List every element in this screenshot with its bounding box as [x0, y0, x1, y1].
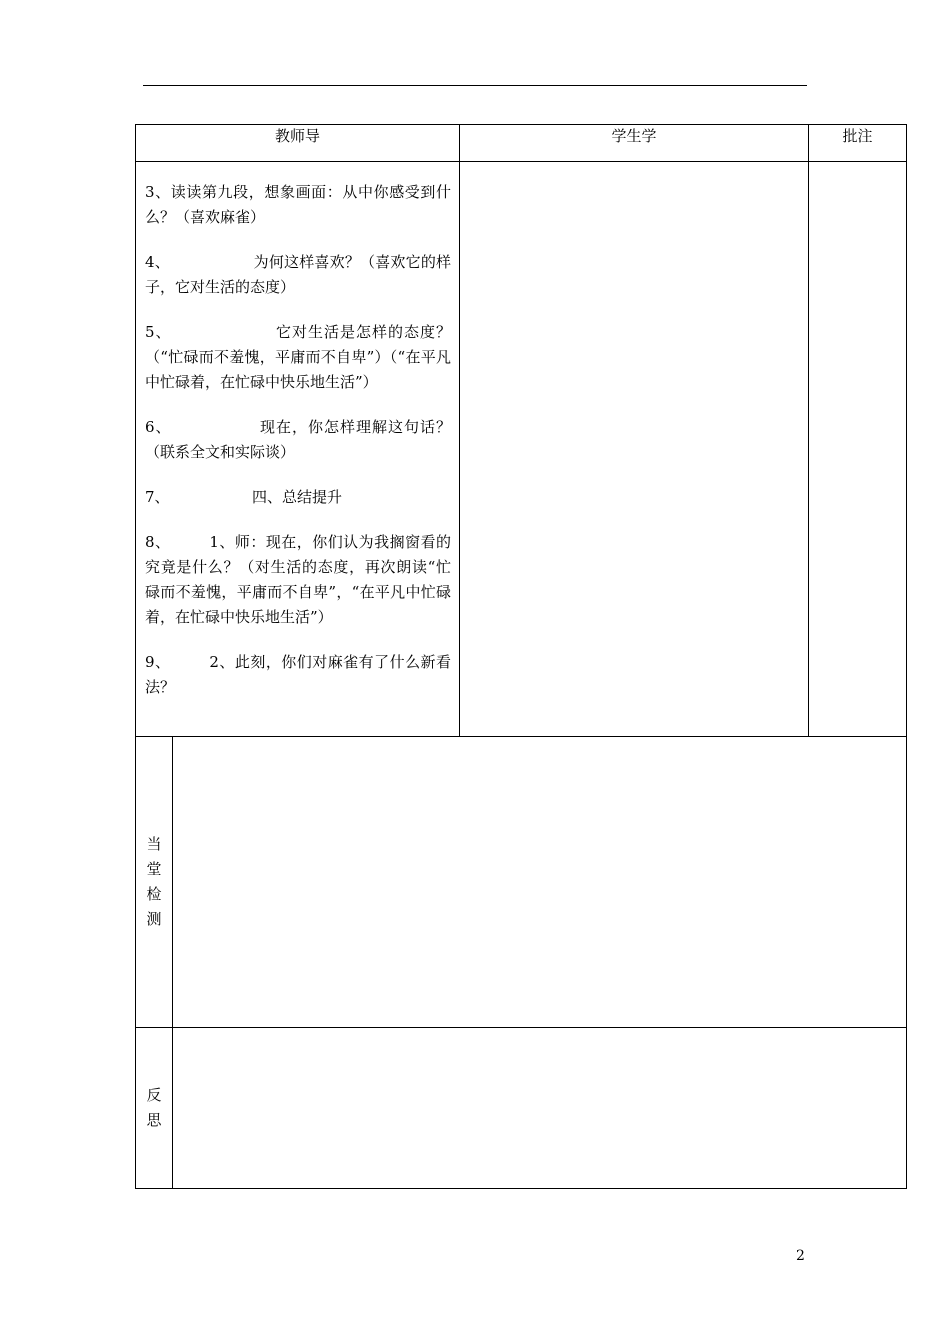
- content-row: [136, 162, 907, 737]
- student-column-header: 学生学: [460, 125, 809, 162]
- teacher-item: 7、 四、总结提升: [145, 488, 343, 506]
- student-learning-cell: [460, 162, 809, 737]
- notes-column-header: 批注: [809, 125, 907, 162]
- teacher-item: 5、 它对生活是怎样的态度？（“忙碌而不羞愧，平庸而不自卑”）（“在平凡中忙碌着，在忙碌中快乐地生活”）: [145, 323, 452, 391]
- page-number: 2: [796, 1248, 805, 1264]
- check-row: [136, 737, 907, 1028]
- teacher-item: 8、 1、师：现在，你们认为我搁窗看的究竟是什么？（对生活的态度，再次朗读“忙碌而不羞愧，平庸而不自卑”，“在平凡中忙碌着，在忙碌中快乐地生活”）: [145, 533, 452, 626]
- reflect-content-cell: [173, 1028, 907, 1189]
- teacher-guide-cell: [136, 162, 460, 737]
- header-rule: [143, 85, 807, 86]
- table-header-row: [136, 125, 907, 162]
- teacher-item: 3、读读第九段，想象画面：从中你感受到什么？（喜欢麻雀）: [145, 183, 452, 226]
- lesson-plan-table: [135, 124, 907, 1189]
- teacher-item: 6、 现在，你怎样理解这句话？（联系全文和实际谈）: [145, 418, 452, 461]
- check-section-label: 当 堂 检 测: [136, 737, 173, 1028]
- teacher-item: 9、 2、此刻，你们对麻雀有了什么新看法？: [145, 653, 452, 696]
- reflect-section-label: 反 思: [136, 1028, 173, 1189]
- notes-cell: [809, 162, 907, 737]
- teacher-column-header: 教师导: [136, 125, 460, 162]
- reflect-row: [136, 1028, 907, 1189]
- check-content-cell: [173, 737, 907, 1028]
- teacher-item: 4、 为何这样喜欢？（喜欢它的样子，它对生活的态度）: [145, 253, 452, 296]
